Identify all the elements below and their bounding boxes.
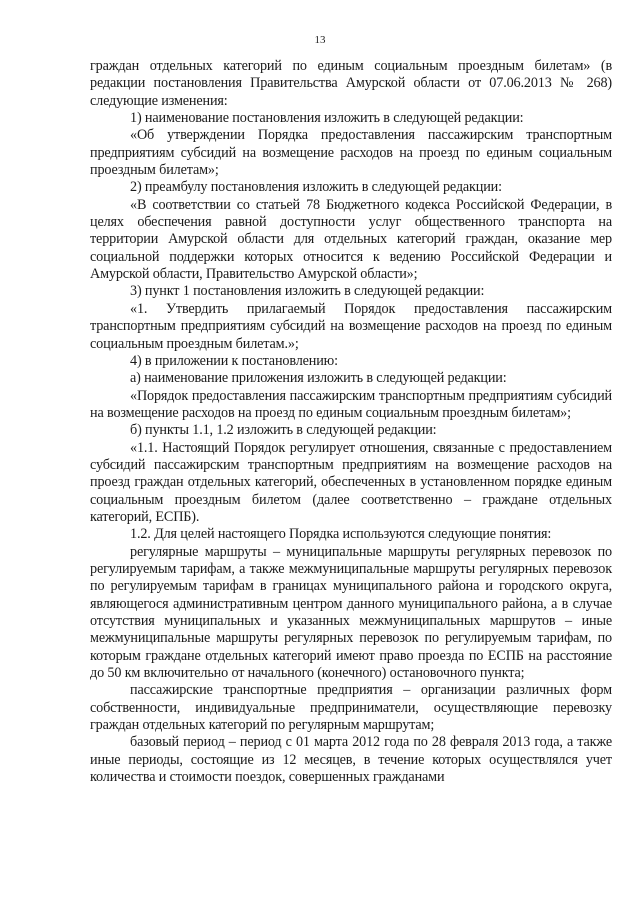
paragraph: граждан отдельных категорий по единым социальным проездным билетам» (в редакции постановления Правительства Амурской области от 07.06.2013 № 268) следующие изменения: <box>90 58 612 109</box>
paragraph: «1. Утвердить прилагаемый Порядок предоставления пассажирским транспортным предприятиям субсидий на возмещение расходов на проезд по единым социальным проездным билетам.»; <box>90 300 612 352</box>
paragraph: а) наименование приложения изложить в следующей редакции: <box>130 370 507 387</box>
paragraph: базовый период – период с 01 марта 2012 года по 28 февраля 2013 года, а также иные периоды, состоящие из 12 месяцев, в течение которых осуществлялся учет количества и стоимости поездок, совершенных гражданами <box>90 734 612 786</box>
paragraph: «Об утверждении Порядка предоставления пассажирским транспортным предприятиям субсидий на возмещение расходов на проезд по единым социальным проездным билетам»; <box>90 127 612 179</box>
paragraph: «1.1. Настоящий Порядок регулирует отношения, связанные с предоставлением субсидий пассажирским транспортным предприятиям на возмещение расходов на проезд граждан отдельных категорий, обеспеченных в установленном порядке единым социальным проездным билетом (далее соответственно – граждане отдельных категорий, ЕСПБ). <box>90 439 612 525</box>
page-number: 13 <box>314 34 326 46</box>
paragraph: «В соответствии со статьей 78 Бюджетного кодекса Российской Федерации, в целях обеспечения равной доступности услуг общественного транспорта на территории Амурской области для отдельных категорий граждан, оказание мер социальной поддержки которых относится к ведению Российской Федерации и Амурской области, Правительство Амурской области»; <box>90 196 612 283</box>
document-body <box>90 58 612 786</box>
paragraph: 2) преамбулу постановления изложить в следующей редакции: <box>130 179 502 196</box>
paragraph: 4) в приложении к постановлению: <box>130 352 338 369</box>
paragraph: пассажирские транспортные предприятия – организации различных форм собственности, индивидуальные предприниматели, осуществляющие перевозку граждан отдельных категорий по регулярным маршрутам; <box>90 682 612 734</box>
paragraph: регулярные маршруты – муниципальные маршруты регулярных перевозок по регулируемым тарифам, а также межмуниципальные маршруты регулярных перевозок по регулируемым тарифам в границах муниципального района и городского округа, являющегося административным центром данного муниципального района, а в случае отсутствия муниципальных и указанных межмуниципальных маршрутов – иные межмуниципальные маршруты регулярных перевозок по регулируемым тарифам, по которым граждане отдельных категорий имеют право проезда по ЕСПБ на расстояние до 50 км включительно от начального (конечного) остановочного пункта; <box>90 543 612 682</box>
paragraph: 1) наименование постановления изложить в следующей редакции: <box>130 110 524 127</box>
paragraph: 1.2. Для целей настоящего Порядка используются следующие понятия: <box>130 526 552 543</box>
paragraph: «Порядок предоставления пассажирским транспортным предприятиям субсидий на возмещение расходов на проезд по единым социальным проездным билетам»; <box>90 387 612 421</box>
paragraph: 3) пункт 1 постановления изложить в следующей редакции: <box>130 283 485 300</box>
paragraph: б) пункты 1.1, 1.2 изложить в следующей редакции: <box>130 422 437 439</box>
